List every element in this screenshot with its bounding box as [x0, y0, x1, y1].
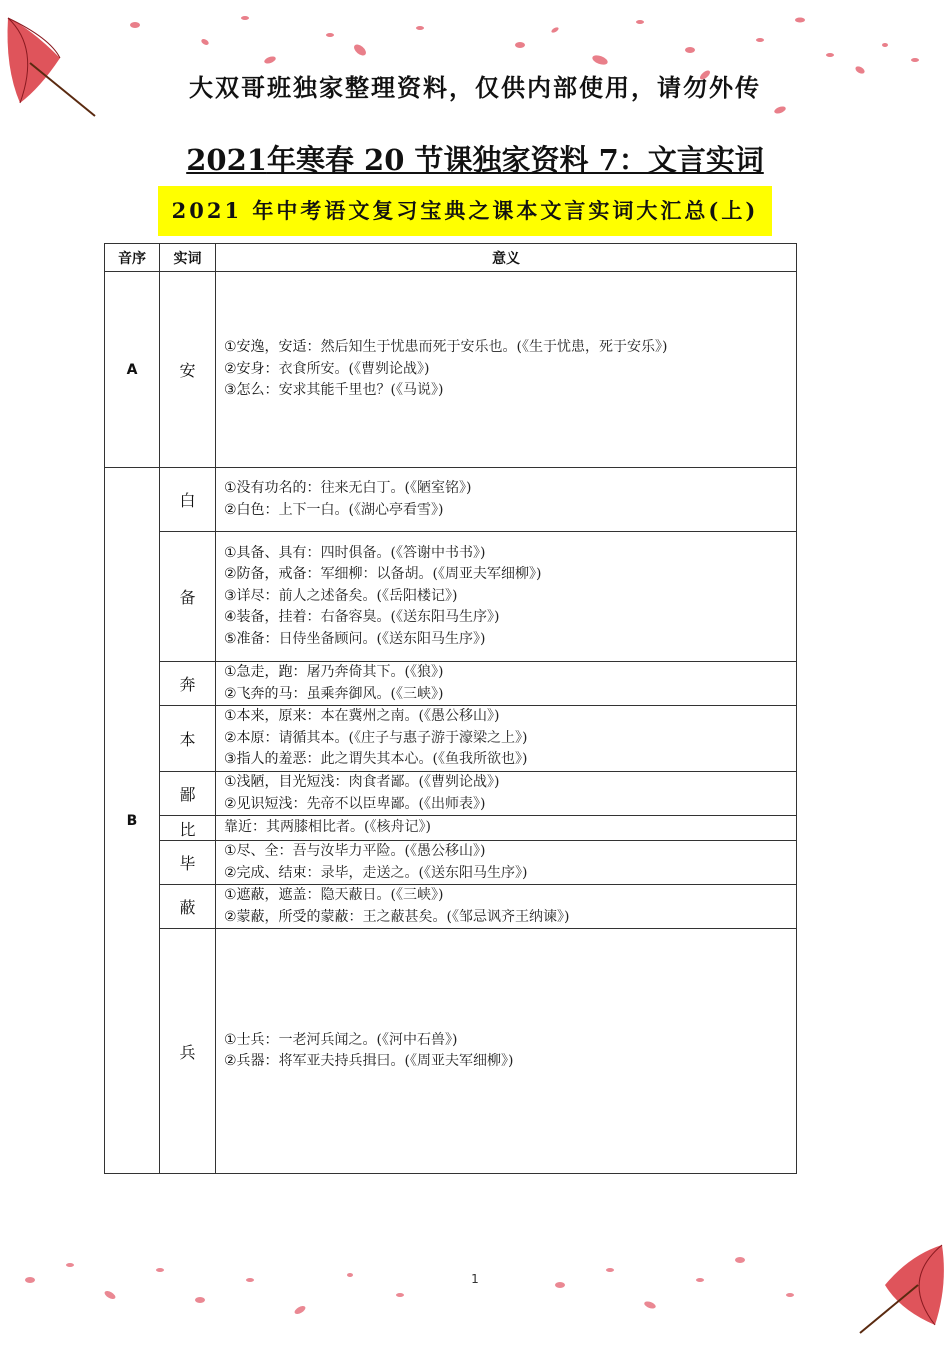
- word-cell: 本: [160, 706, 216, 772]
- meaning-line: [224, 706, 788, 728]
- meaning-line: [224, 359, 788, 381]
- meaning-example: 本在冀州之南。(《愚公移山》): [320, 708, 500, 725]
- meaning-example: 往来无白丁。(《陋室铭》): [320, 480, 472, 496]
- table-row: [105, 885, 797, 929]
- meaning-example: 四时俱备。(《答谢中书书》): [320, 544, 486, 561]
- meaning-definition: ①尽、全：: [224, 843, 293, 859]
- letter-cell: B: [105, 468, 160, 1174]
- meaning-line: [224, 380, 788, 402]
- meaning-cell: [216, 885, 797, 929]
- subtitle-highlight: 2021 年中考语文复习宝典之课本文言实词大汇总(上): [158, 186, 772, 236]
- table-row: [105, 816, 797, 841]
- word-cell: 安: [160, 272, 216, 468]
- meaning-line: [224, 564, 788, 586]
- column-header-meaning: 意义: [216, 244, 797, 272]
- meaning-cell: [216, 662, 797, 706]
- word-cell: 比: [160, 816, 216, 841]
- meaning-line: [224, 749, 788, 771]
- meaning-line: [224, 662, 788, 684]
- meaning-definition: ③怎么：: [224, 382, 279, 399]
- meaning-line: [224, 478, 788, 500]
- meaning-definition: ②防备，戒备：: [224, 566, 321, 583]
- meaning-example: 右备容臭。(《送东阳马生序》): [320, 609, 500, 626]
- meaning-line: [224, 607, 788, 629]
- meaning-line: [224, 586, 788, 608]
- meaning-definition: ①具备、具有：: [224, 544, 321, 561]
- meaning-example: 此之谓失其本心。(《鱼我所欲也》): [320, 751, 528, 768]
- table-row: [105, 772, 797, 816]
- meaning-line: [224, 684, 788, 706]
- page-number: 1: [471, 1272, 479, 1286]
- meaning-definition: ①遮蔽，遮盖：: [224, 887, 321, 903]
- table-row: [105, 841, 797, 885]
- meaning-example: 日侍坐备顾问。(《送东阳马生序》): [278, 630, 486, 647]
- meaning-cell: [216, 706, 797, 772]
- falling-petals-icon: [0, 1240, 850, 1340]
- meaning-line: [224, 841, 788, 863]
- meaning-definition: ③详尽：: [224, 587, 279, 604]
- meaning-definition: ②完成、结束：: [224, 864, 321, 881]
- meaning-example: 前人之述备矣。(《岳阳楼记》): [278, 587, 458, 604]
- meaning-definition: ⑤准备：: [224, 630, 279, 647]
- word-cell: 奔: [160, 662, 216, 706]
- meaning-line: [224, 728, 788, 750]
- meaning-example: 请循其本。(《庄子与惠子游于濠梁之上》): [278, 729, 528, 746]
- meaning-example: 虽乘奔御风。(《三峡》): [306, 685, 444, 702]
- meaning-example: 衣食所安。(《曹刿论战》): [278, 360, 430, 377]
- meaning-line: [224, 500, 788, 522]
- meaning-cell: [216, 772, 797, 816]
- page-title-year: 2021: [186, 143, 267, 177]
- meaning-line: [224, 1051, 788, 1073]
- table-row: [105, 662, 797, 706]
- vocabulary-table: [104, 243, 797, 1174]
- meaning-cell: [216, 272, 797, 468]
- column-header-letter: 音序: [105, 244, 160, 272]
- page-title-text: 年寒春 20 节课独家资料 7：文言实词: [266, 143, 764, 177]
- meaning-cell: [216, 816, 797, 841]
- meaning-definition: ③指人的羞恶：: [224, 751, 321, 768]
- table-row: [105, 929, 797, 1174]
- meaning-cell: [216, 841, 797, 885]
- meaning-example: 军细柳：以备胡。(《周亚夫军细柳》): [320, 566, 542, 583]
- word-cell: 兵: [160, 929, 216, 1174]
- meaning-definition: ②安身：: [224, 360, 279, 377]
- meaning-cell: [216, 532, 797, 662]
- meaning-line: [224, 794, 788, 816]
- word-cell: 鄙: [160, 772, 216, 816]
- word-cell: 蔽: [160, 885, 216, 929]
- page-title: [0, 138, 950, 179]
- meaning-example: 屠乃奔倚其下。(《狼》): [306, 664, 444, 680]
- column-header-word: 实词: [160, 244, 216, 272]
- meaning-definition: ①急走，跑：: [224, 664, 307, 680]
- meaning-example: 肉食者鄙。(《曹刿论战》): [348, 774, 500, 790]
- meaning-line: [224, 337, 788, 359]
- meaning-definition: ②蒙蔽，所受的蒙蔽：: [224, 908, 363, 925]
- meaning-definition: ②飞奔的马：: [224, 685, 307, 702]
- meaning-example: 录毕，走送之。(《送东阳马生序》): [320, 864, 528, 881]
- meaning-example: 将军亚夫持兵揖曰。(《周亚夫军细柳》): [278, 1053, 514, 1069]
- table-row: [105, 468, 797, 532]
- word-cell: 白: [160, 468, 216, 532]
- meaning-definition: 靠近：: [224, 819, 266, 836]
- word-cell: 备: [160, 532, 216, 662]
- header-banner: 大双哥班独家整理资料，仅供内部使用，请勿外传: [189, 73, 761, 102]
- meaning-line: [224, 1030, 788, 1052]
- meaning-cell: [216, 929, 797, 1174]
- meaning-definition: ①没有功名的：: [224, 480, 321, 496]
- meaning-definition: ②兵器：: [224, 1053, 279, 1069]
- meaning-line: [224, 863, 788, 885]
- table-row: [105, 706, 797, 772]
- table-row: [105, 272, 797, 468]
- meaning-line: [224, 629, 788, 651]
- meaning-example: 安求其能千里也？(《马说》): [278, 382, 444, 399]
- meaning-line: [224, 817, 788, 839]
- table-row: [105, 532, 797, 662]
- falling-petals-icon: [0, 0, 950, 130]
- meaning-example: 王之蔽甚矣。(《邹忌讽齐王纳谏》): [362, 908, 570, 925]
- meaning-definition: ①本来，原来：: [224, 708, 321, 725]
- meaning-example: 隐天蔽日。(《三峡》): [320, 887, 444, 903]
- meaning-definition: ②白色：: [224, 501, 279, 518]
- table-header-row: [105, 244, 797, 272]
- meaning-line: [224, 772, 788, 794]
- meaning-example: 先帝不以臣卑鄙。(《出师表》): [306, 795, 486, 812]
- word-cell: 毕: [160, 841, 216, 885]
- meaning-line: [224, 543, 788, 565]
- meaning-line: [224, 907, 788, 929]
- meaning-definition: ①士兵：: [224, 1031, 279, 1048]
- meaning-cell: [216, 468, 797, 532]
- meaning-definition: ①浅陋，目光短浅：: [224, 774, 349, 790]
- meaning-definition: ②见识短浅：: [224, 795, 307, 812]
- meaning-example: 上下一白。(《湖心亭看雪》): [278, 501, 444, 518]
- meaning-example: 吾与汝毕力平险。(《愚公移山》): [292, 843, 486, 859]
- meaning-line: [224, 885, 788, 907]
- letter-cell: A: [105, 272, 160, 468]
- meaning-example: 其两膝相比者。(《核舟记》): [266, 819, 431, 836]
- meaning-definition: ②本原：: [224, 729, 279, 746]
- meaning-example: 然后知生于忧患而死于安乐也。(《生于忧患，死于安乐》): [320, 339, 668, 356]
- meaning-example: 一老河兵闻之。(《河中石兽》): [278, 1031, 458, 1048]
- meaning-definition: ④装备，挂着：: [224, 609, 321, 626]
- meaning-definition: ①安逸，安适：: [224, 339, 321, 356]
